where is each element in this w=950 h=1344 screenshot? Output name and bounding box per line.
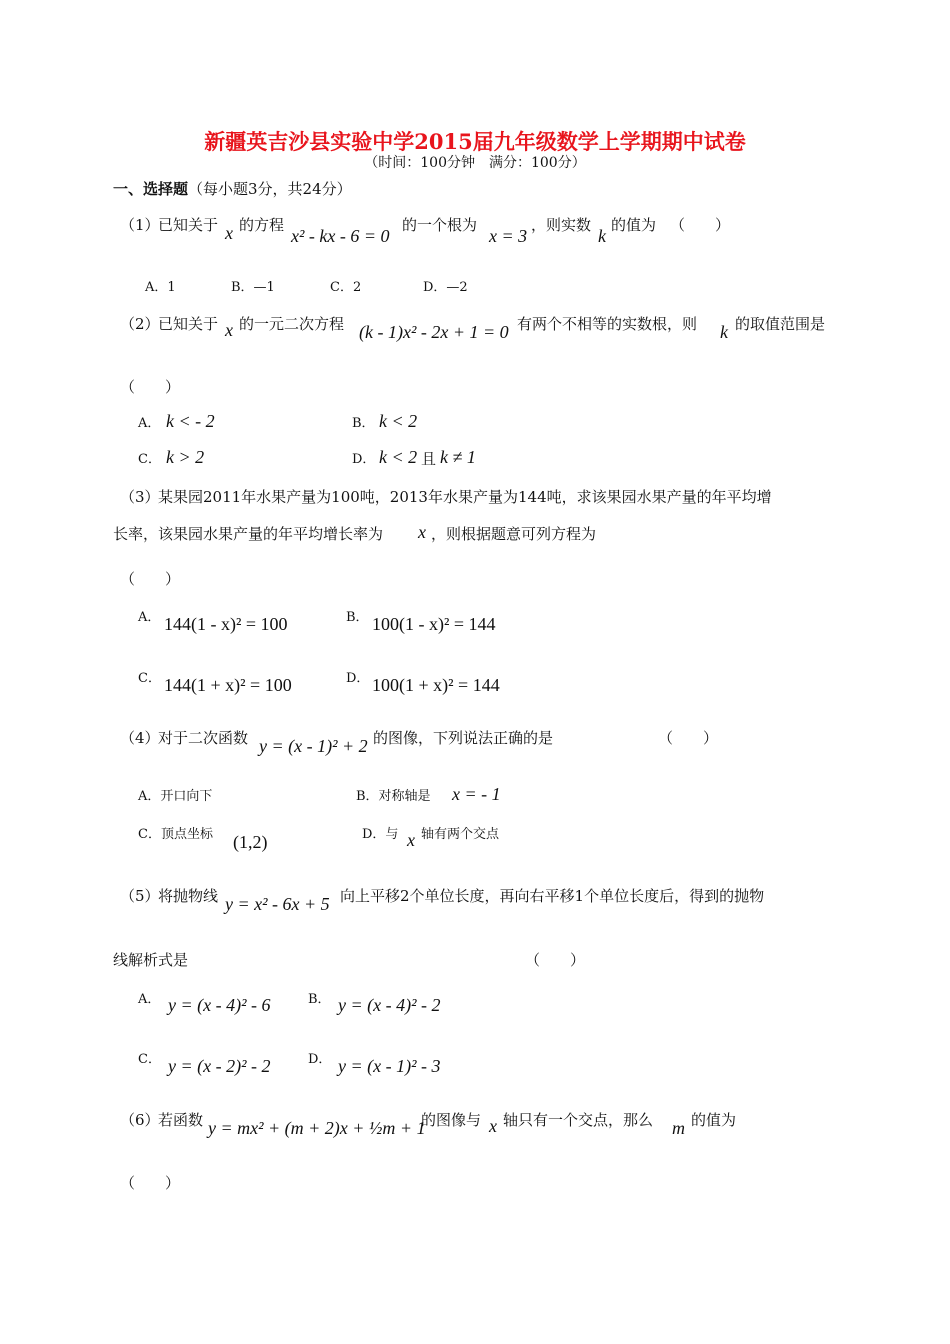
question-text: 的值为 (691, 1111, 737, 1129)
question-text: 的方程 (239, 216, 285, 234)
question-text: ，则根据题意可列方程为 (431, 525, 597, 543)
math-var: x (418, 522, 426, 542)
question-text: 的一元二次方程 (239, 315, 345, 333)
option-a-label: A． (138, 992, 161, 1007)
math-var: x (225, 223, 233, 243)
question-text: 某果园2011年水果产量为100吨，2013年水果产量为144吨，求该果园水果产量的年平均增 (158, 488, 772, 506)
option-a-label: A． (138, 416, 161, 431)
option-d: D．—2 (423, 280, 468, 295)
section-title: 一、选择题 (113, 180, 189, 198)
question-text: 已知关于 (158, 216, 219, 234)
math-equation: (k - 1)x² - 2x + 1 = 0 (359, 322, 509, 342)
option-b-label: B． (352, 416, 375, 431)
question-text: 的图像，下列说法正确的是 (373, 729, 554, 747)
option-c-label: C．顶点坐标 (138, 827, 213, 842)
question-number: （5） (120, 887, 160, 905)
option-a-label: A． (138, 610, 161, 625)
option-c-math: y = (x - 2)² - 2 (168, 1056, 271, 1076)
math-var: x (489, 1116, 497, 1136)
option-d-label: D． (346, 671, 370, 686)
answer-paren: （ ） (525, 951, 586, 969)
question-text: 向上平移2个单位长度，再向右平移1个单位长度后，得到的抛物 (340, 887, 765, 905)
option-b-label: B． (346, 610, 369, 625)
page-title: 新疆英吉沙县实验中学2015届九年级数学上学期期中试卷 (204, 129, 746, 154)
question-number: （3） (120, 488, 160, 506)
option-d-math: 100(1 + x)² = 144 (372, 675, 500, 695)
option-d-text: 且 (421, 450, 437, 468)
question-text: 的值为 (611, 216, 657, 234)
question-number: （2） (120, 315, 160, 333)
question-text: 线解析式是 (113, 951, 189, 969)
math-var: k (720, 322, 728, 342)
question-text: 的取值范围是 (735, 315, 826, 333)
option-d-math: k < 2 (379, 447, 418, 467)
section-heading (113, 178, 352, 199)
option-a: A．开口向下 (138, 789, 213, 804)
answer-paren: （ ） (670, 216, 731, 234)
math-equation: x = 3 (489, 226, 528, 246)
option-d-label: D． (308, 1052, 332, 1067)
option-b-math: x = - 1 (452, 784, 501, 804)
option-d-math: x (407, 830, 415, 850)
math-equation: x² - kx - 6 = 0 (291, 226, 390, 246)
option-a: A．1 (145, 280, 176, 295)
question-text: 对于二次函数 (158, 729, 249, 747)
option-c-label: C． (138, 1052, 161, 1067)
answer-paren: （ ） (120, 378, 181, 396)
option-a-math: 144(1 - x)² = 100 (164, 614, 288, 634)
option-c-label: C． (138, 452, 161, 467)
question-text: 若函数 (158, 1111, 204, 1129)
question-number: （1） (120, 216, 160, 234)
question-number: （6） (120, 1111, 160, 1129)
question-text: 已知关于 (158, 315, 219, 333)
question-text: 的图像与 (421, 1111, 482, 1129)
option-b-label: B．对称轴是 (356, 789, 431, 804)
question-number: （4） (120, 729, 160, 747)
option-b-math: 100(1 - x)² = 144 (372, 614, 496, 634)
option-d-math: k ≠ 1 (440, 447, 476, 467)
option-b-label: B． (308, 992, 331, 1007)
option-d-math: y = (x - 1)² - 3 (338, 1056, 441, 1076)
option-a-math: k < - 2 (166, 411, 215, 431)
math-var: x (225, 320, 233, 340)
answer-paren: （ ） (120, 1174, 181, 1192)
option-a-math: y = (x - 4)² - 6 (168, 995, 271, 1015)
option-c-math: 144(1 + x)² = 100 (164, 675, 292, 695)
math-equation: y = mx² + (m + 2)x + ½m + 1 (208, 1118, 426, 1138)
math-var: k (598, 226, 606, 246)
answer-paren: （ ） (120, 570, 181, 588)
question-text: 轴只有一个交点，那么 (503, 1111, 654, 1129)
math-equation: y = (x - 1)² + 2 (259, 736, 368, 756)
question-text: 长率，该果园水果产量的年平均增长率为 (113, 525, 384, 543)
option-b-math: y = (x - 4)² - 2 (338, 995, 441, 1015)
math-equation: y = x² - 6x + 5 (225, 894, 330, 914)
question-text: 的一个根为 (402, 216, 478, 234)
option-d-label: D． (352, 452, 376, 467)
option-d-label: D．与 (362, 827, 399, 842)
option-c-math: (1,2) (233, 832, 268, 852)
option-b-math: k < 2 (379, 411, 418, 431)
option-b: B．—1 (231, 280, 275, 295)
question-text: ，则实数 (531, 216, 592, 234)
option-d-text: 轴有两个交点 (421, 827, 500, 842)
option-c: C．2 (330, 280, 362, 295)
option-c-label: C． (138, 671, 161, 686)
option-c-math: k > 2 (166, 447, 205, 467)
section-note: （每小题3分，共24分） (188, 180, 352, 198)
exam-info: （时间：100分钟 满分：100分） (364, 155, 586, 171)
question-text: 有两个不相等的实数根，则 (517, 315, 698, 333)
answer-paren: （ ） (658, 729, 719, 747)
math-var: m (672, 1118, 685, 1138)
question-text: 将抛物线 (158, 887, 219, 905)
